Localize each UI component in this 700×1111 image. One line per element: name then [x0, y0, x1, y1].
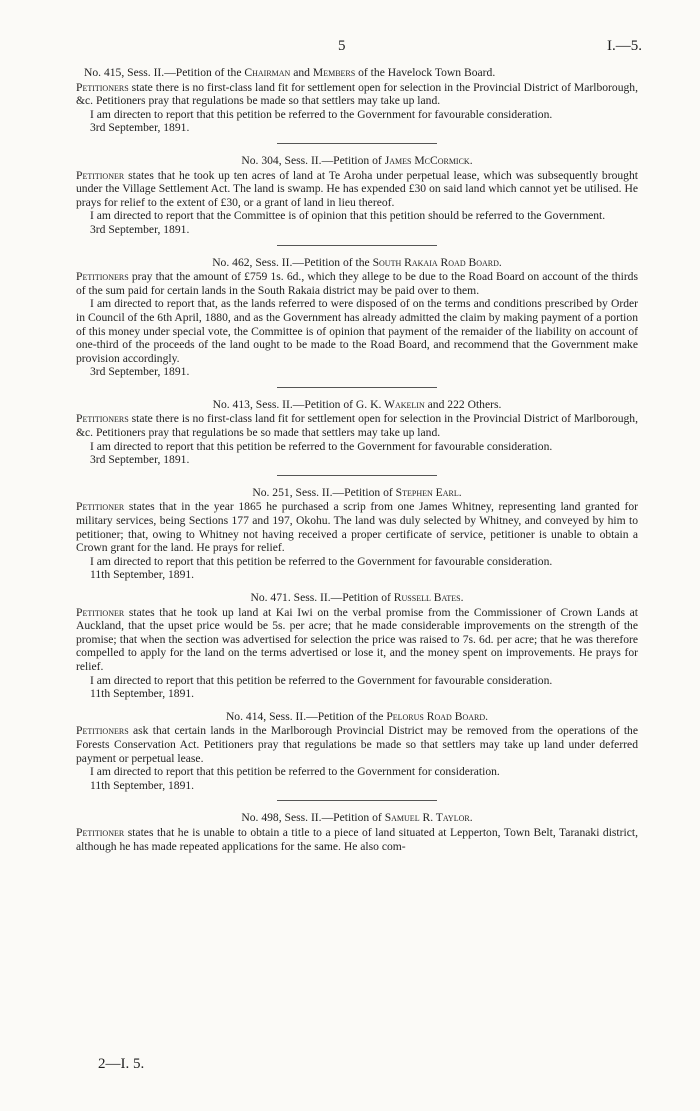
committee-report: I am directed to report that, as the lands referred to were disposed of on the terms and conditions prescribed by Order in Council of the 6th April, 1880, and as the Government has already admitted the claim by making payment of a portion of this money under special vote, the Committee is of opinion that payment of the remaider of the liability on account of one-third of the proceeds of the land ought to be made to the Road Board, and recommend that the Government make provision accordingly. [76, 297, 638, 365]
petition-heading: No. 251, Sess. II.—Petition of Stephen Earl. [252, 485, 462, 499]
petition-heading: No. 304, Sess. II.—Petition of James McCormick. [241, 153, 473, 167]
petition-heading: No. 414, Sess. II.—Petition of the Pelorus Road Board. [225, 709, 489, 723]
document-reference: I.—5. [607, 38, 642, 54]
section-divider [277, 475, 437, 476]
petition-entry [76, 66, 638, 135]
petitions-list [76, 66, 638, 853]
petition-heading: No. 498, Sess. II.—Petition of Samuel R. Taylor. [241, 811, 473, 825]
section-divider [277, 245, 437, 246]
petition-body: Petitioner states that he took up land at Kai Iwi on the verbal promise from the Commissioner of Crown Lands at Auckland, that the upset price would be 5s. per acre; that he made considerable improvements on the strength of the promise; that when the section was advertised for selection the price was raised to 7s. 6d. per acre; that he was therefore compelled to apply for the land on the terms advertised or lose it, and the money spent on improvements. He prays for relief. [76, 605, 638, 673]
petition-body: Petitioner states that he took up ten acres of land at Te Aroha under perpetual lease, which was subsequently brought under the Village Settlement Act. The land is swamp. He has expended £30 on said land which cannot yet be utilised. He prays for relief to the extent of £30, or a grant of land in lieu thereof. [76, 168, 638, 209]
report-date: 3rd September, 1891. [90, 222, 190, 236]
petition-body: Petitioners state there is no first-class land fit for settlement open for selection in the Provincial District of Marlborough, &c. Petitioners pray that regulations be so made that settlers may take up land. [76, 412, 638, 440]
petition-heading: No. 462, Sess. II.—Petition of the South Rakaia Road Board. [212, 255, 502, 269]
report-date: 3rd September, 1891. [90, 121, 190, 135]
committee-report: I am directed to report that the Committee is of opinion that this petition should be referred to the Government. [90, 209, 606, 223]
petition-body: Petitioner states that in the year 1865 he purchased a scrip from one James Whitney, representing land granted for military services, being Sections 177 and 197, Okohu. The land was duly selected by Whitney, and conveyed by him to petitioner; that, owing to Whitney not having received a proper certificate of service, petitioner is unable to obtain a Crown grant for the land. He prays for relief. [76, 500, 638, 555]
petition-entry [76, 398, 638, 467]
signature-mark: 2—I. 5. [98, 1056, 145, 1072]
report-date: 3rd September, 1891. [90, 365, 190, 379]
report-date: 11th September, 1891. [90, 778, 195, 792]
section-spacer [76, 701, 638, 710]
petition-heading: No. 471. Sess. II.—Petition of Russell Bates. [250, 591, 464, 604]
petition-entry [76, 811, 638, 853]
petition-body: Petitioner states that he is unable to obtain a title to a piece of land situated at Lepperton, Town Belt, Taranaki district, although he has made repeated applications for the same. He also com- [76, 825, 638, 853]
report-date: 3rd September, 1891. [90, 453, 190, 467]
section-divider [277, 800, 437, 801]
committee-report: I am directed to report that this petition be referred to the Government for favourable consideration. [90, 554, 553, 568]
petition-entry [76, 154, 638, 237]
section-divider [277, 143, 437, 144]
petition-heading: No. 413, Sess. II.—Petition of G. K. Wakelin and 222 Others. [212, 397, 502, 411]
petition-entry [76, 710, 638, 793]
petition-entry [76, 256, 638, 379]
committee-report: I am directed to report that this petition be referred to the Government for favourable consideration. [90, 439, 553, 453]
committee-report: I am directed to report that this petition be referred to the Government for favourable consideration. [90, 673, 553, 687]
petition-body: Petitioners ask that certain lands in the Marlborough Provincial District may be removed from the operations of the Forests Conservation Act. Petitioners pray that regulations be made so that settlers may take up land under deferred payment or perpetual lease. [76, 724, 638, 765]
petition-heading: No. 415, Sess. II.—Petition of the Chairman and Members of the Havelock Town Board. [84, 66, 496, 79]
petition-body: Petitioners state there is no first-class land fit for settlement open for selection in the Provincial District of Marlborough, &c. Petitioners pray that regulations be made so that settlers may take up land. [76, 80, 638, 108]
committee-report: I am directen to report that this petition be referred to the Government for favourable consideration. [90, 107, 553, 121]
section-spacer [76, 582, 638, 591]
petition-entry [76, 591, 638, 701]
petition-entry [76, 486, 638, 582]
section-divider [277, 387, 437, 388]
report-date: 11th September, 1891. [90, 568, 195, 582]
petition-body: Petitioners pray that the amount of £759 1s. 6d., which they allege to be due to the Road Board on account of the thirds of the sum paid for certain lands in the South Rakaia district may be paid over to them. [76, 270, 638, 297]
committee-report: I am directed to report that this petition be referred to the Government for consideration. [90, 765, 500, 779]
page-number: 5 [338, 38, 346, 54]
report-date: 11th September, 1891. [90, 687, 195, 701]
